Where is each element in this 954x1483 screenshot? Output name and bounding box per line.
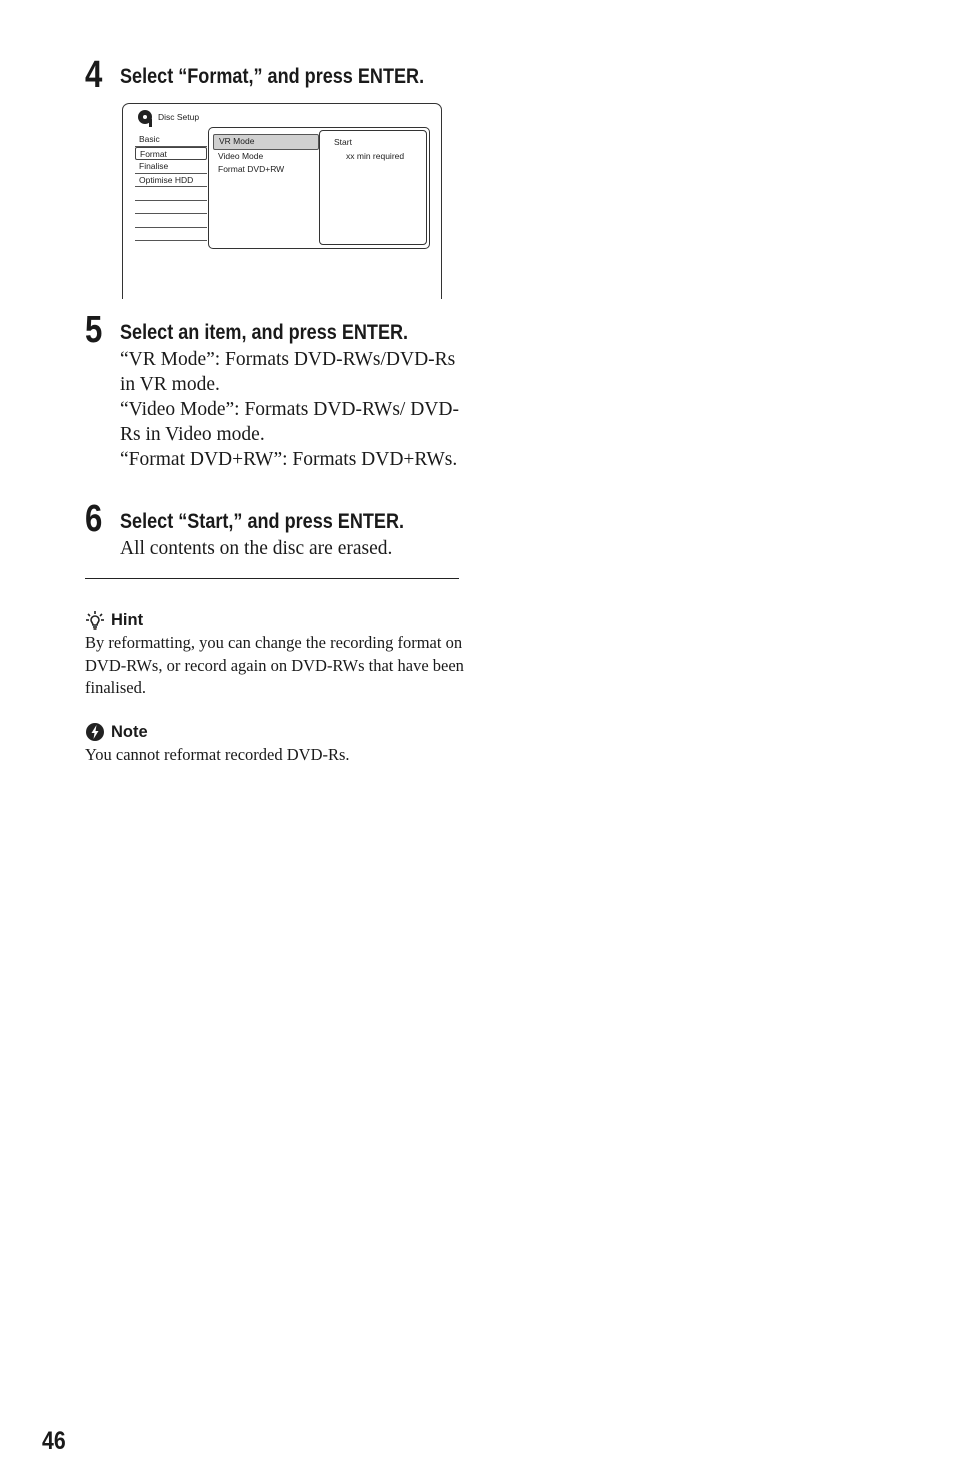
- menu-item-optimise-hdd: Optimise HDD: [135, 174, 207, 188]
- step-5-body: [120, 347, 465, 472]
- page-number: 46: [42, 1427, 66, 1455]
- screen-title: Disc Setup: [158, 112, 200, 122]
- menu-item-empty: [135, 201, 207, 215]
- note-body: [85, 744, 465, 767]
- step-5-option-vr: “VR Mode”: Formats DVD-RWs/DVD-Rs in VR mode.: [120, 349, 456, 395]
- time-required: xx min required: [346, 151, 405, 161]
- note-warning-icon: [85, 722, 105, 742]
- section-divider: [85, 578, 459, 579]
- step-4-title: Select “Format,” and press ENTER.: [120, 65, 425, 88]
- hint-label: Hint: [111, 610, 144, 629]
- menu-item-basic: Basic: [135, 133, 207, 147]
- step-6-number: 6: [85, 498, 103, 540]
- hint-text: By reformatting, you can change the recording format on DVD-RWs, or record again on DVD-RWs that have been finalised.: [85, 633, 464, 697]
- note-heading: [85, 722, 148, 742]
- step-6-text: All contents on the disc are erased.: [120, 538, 393, 559]
- format-sub-panel: [208, 127, 430, 249]
- step-5-number: 5: [85, 309, 103, 351]
- step-4-number: 4: [85, 54, 103, 96]
- start-panel: [319, 130, 427, 245]
- sub-item-format-dvd-rw: Format DVD+RW: [218, 164, 285, 174]
- disc-setup-icon: [137, 109, 157, 129]
- note-text: You cannot reformat recorded DVD-Rs.: [85, 745, 350, 764]
- step-6-body: [120, 536, 465, 561]
- menu-item-empty: [135, 214, 207, 228]
- note-label: Note: [111, 722, 148, 741]
- step-5-option-video: “Video Mode”: Formats DVD-RWs/ DVD-Rs in Video mode.: [120, 399, 459, 445]
- menu-item-empty: [135, 228, 207, 242]
- menu-item-finalise: Finalise: [135, 160, 207, 174]
- sub-item-video-mode: Video Mode: [218, 150, 264, 161]
- format-options: [213, 134, 319, 177]
- setup-menu: [135, 133, 207, 241]
- hint-heading: [85, 610, 143, 630]
- hint-body: [85, 632, 465, 700]
- menu-item-empty: [135, 187, 207, 201]
- step-5-option-dvd-rw: “Format DVD+RW”: Formats DVD+RWs.: [120, 449, 458, 470]
- step-5-title: Select an item, and press ENTER.: [120, 321, 409, 344]
- step-6-title: Select “Start,” and press ENTER.: [120, 510, 405, 533]
- start-label: Start: [334, 137, 352, 147]
- sub-item-vr-mode: VR Mode: [213, 134, 319, 150]
- lightbulb-icon: [85, 610, 105, 630]
- menu-item-format: Format: [135, 147, 207, 161]
- disc-setup-screen: [122, 103, 442, 299]
